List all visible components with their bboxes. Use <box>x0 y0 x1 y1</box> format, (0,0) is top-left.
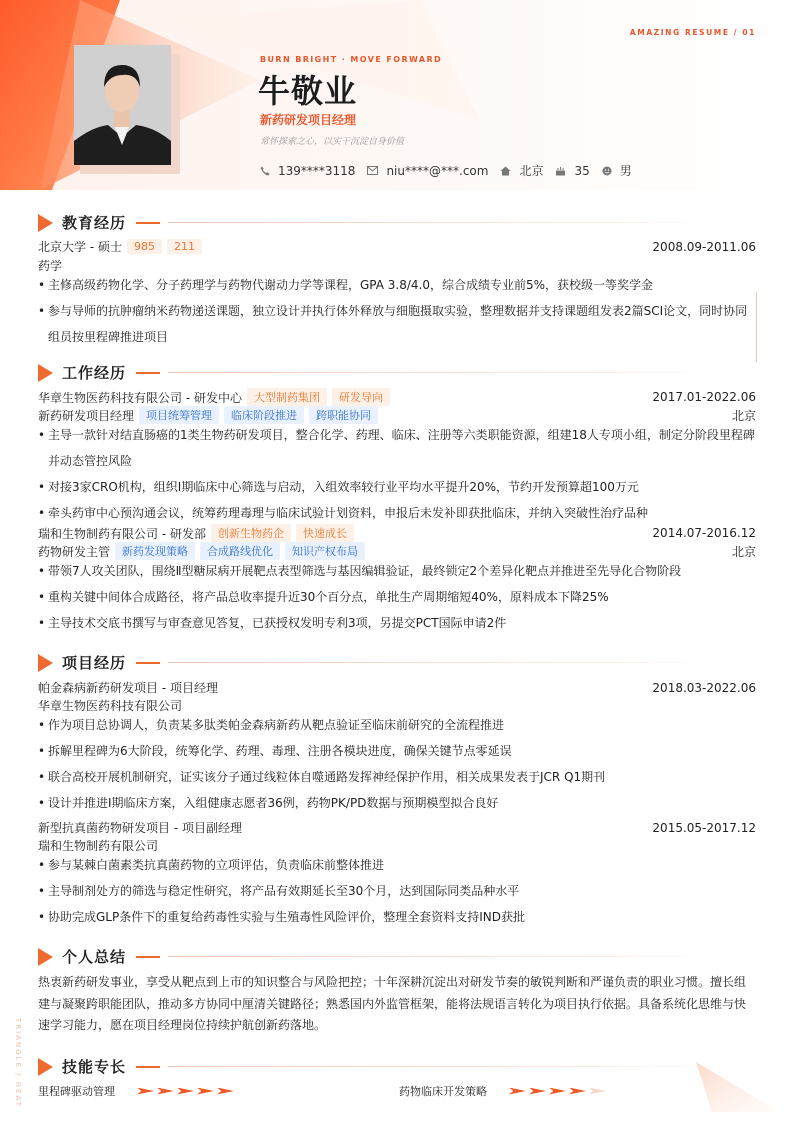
motto: BURN BRIGHT · MOVE FORWARD <box>260 55 443 64</box>
role-name: 药物研发主管 <box>38 544 111 559</box>
contact-gender <box>602 162 632 179</box>
work-dates: 2014.07-2016.12 <box>652 526 756 540</box>
gender: 男 <box>619 164 632 178</box>
contact-age <box>555 164 589 178</box>
skill-arrow-filled <box>157 1088 174 1095</box>
work-city: 北京 <box>731 544 756 559</box>
summary-text: 热衷新药研发事业，享受从靶点到上市的知识整合与风险把控；十年深耕沉淀出对研发节奏的敏锐判断和严谨负责的职业习惯。擅长组建与凝聚跨职能团队，推动多方协同中厘清关键路径；熟悉国内外监管框架，能将法规语言转化为项目执行依据。具备系统化思维与快速学习能力，愿在项目经理岗位持续护航创新药落地。 <box>38 975 747 1032</box>
section-heading: 个人总结 <box>62 948 127 966</box>
list-item: • 对接3家CRO机构，组织Ⅰ期临床中心筛选与启动，入组效率较行业平均水平提升20%，节约开发预算超100万元 <box>38 474 758 500</box>
section-education-title <box>38 212 718 233</box>
work-bullets <box>38 558 758 636</box>
role-tag: 新药发现策略 <box>115 542 195 560</box>
company-tag: 创新生物药企 <box>211 524 291 542</box>
list-item: • 主修高级药物化学、分子药理学与药物代谢动力学等课程，GPA 3.8/4.0，综合成绩专业前5%，获校级一等奖学金 <box>38 272 758 298</box>
skill-item <box>399 1083 609 1099</box>
list-item: • 拆解里程碑为6大阶段，统筹化学、药理、毒理、注册各模块进度，确保关键节点零延误 <box>38 738 758 764</box>
section-dash <box>136 1066 160 1068</box>
project-dates: 2015.05-2017.12 <box>652 820 756 835</box>
company-tag: 大型制药集团 <box>247 388 327 406</box>
candidate-name: 牛敬业 <box>258 72 358 110</box>
project-title: 新型抗真菌药物研发项目 - 项目副经理 <box>38 821 242 835</box>
avatar <box>74 45 171 165</box>
education-dates: 2008.09-2011.06 <box>652 239 756 254</box>
list-item: • 参与某棘白菌素类抗真菌药物的立项评估，负责临床前整体推进 <box>38 852 758 878</box>
education-major: 药学 <box>38 259 63 273</box>
project-bullets <box>38 852 758 930</box>
role-tag: 合成路线优化 <box>200 542 280 560</box>
age: 35 <box>574 163 590 178</box>
section-heading: 项目经历 <box>62 654 127 672</box>
phone-icon <box>260 166 270 176</box>
email-address: niu****@***.com <box>386 163 489 178</box>
role-name: 新药研发项目经理 <box>38 408 135 423</box>
project-title: 帕金森病新药研发项目 - 项目经理 <box>38 681 218 695</box>
skill-name: 药物临床开发策略 <box>399 1085 487 1098</box>
project-title-row <box>38 679 756 696</box>
section-rule <box>168 372 718 373</box>
cake-icon <box>555 166 566 176</box>
section-dash <box>136 662 160 664</box>
list-item: • 作为项目总协调人，负责某多肽类帕金森病新药从靶点验证至临床前研究的全流程推进 <box>38 712 758 738</box>
section-marker-icon <box>38 1058 53 1076</box>
skill-arrow-filled <box>549 1088 566 1095</box>
section-marker-icon <box>38 214 53 232</box>
section-skills-title <box>38 1056 718 1077</box>
section-marker-icon <box>38 654 53 672</box>
list-item: • 主导技术交底书撰写与审查意见答复，已获授权发明专利3项，另提交PCT国际申请2件 <box>38 610 758 636</box>
skill-item <box>38 1083 237 1099</box>
education-row <box>38 238 756 255</box>
section-rule <box>168 956 718 957</box>
company-tag: 快速成长 <box>296 524 354 542</box>
skill-arrow-filled <box>177 1088 194 1095</box>
company-name: 华章生物医药科技有限公司 - 研发中心 <box>38 390 242 405</box>
skill-arrow-empty <box>589 1088 606 1095</box>
side-watermark: TRIANGLE / HEAT <box>14 1018 22 1108</box>
skill-arrow-filled <box>217 1088 234 1095</box>
skill-arrow-filled <box>137 1088 154 1095</box>
contact-phone <box>260 164 355 178</box>
school-degree: 北京大学 - 硕士 <box>38 240 122 254</box>
skill-level <box>509 1088 609 1095</box>
work-bullets <box>38 422 758 526</box>
section-heading: 工作经历 <box>62 364 127 382</box>
mail-icon <box>367 166 378 175</box>
contact-city <box>500 162 543 179</box>
section-work-title <box>38 362 718 383</box>
company-tag: 研发导向 <box>332 388 390 406</box>
skill-level <box>137 1088 237 1095</box>
section-rule <box>168 222 718 223</box>
section-dash <box>136 372 160 374</box>
work-dates: 2017.01-2022.06 <box>652 390 756 404</box>
section-projects-title <box>38 652 718 673</box>
school-tag: 211 <box>167 239 202 254</box>
section-marker-icon <box>38 948 53 966</box>
section-rule <box>168 1066 718 1067</box>
section-heading: 技能专长 <box>62 1058 127 1076</box>
home-icon <box>500 166 511 176</box>
role-tag: 知识产权布局 <box>285 542 365 560</box>
role-tag: 跨职能协同 <box>309 406 378 424</box>
list-item: • 设计并推进Ⅰ期临床方案，入组健康志愿者36例，药物PK/PD数据与预期模型拟合良好 <box>38 790 758 816</box>
avatar-frame <box>74 45 180 174</box>
skill-arrow-filled <box>197 1088 214 1095</box>
section-heading: 教育经历 <box>62 214 127 232</box>
job-title: 新药研发项目经理 <box>260 113 357 127</box>
slogan: 常怀探索之心，以实干沉淀自身价值 <box>260 137 405 147</box>
list-item: • 协助完成GLP条件下的重复给药毒性实验与生殖毒性风险评价，整理全套资料支持IND获批 <box>38 904 758 930</box>
list-item: • 牵头药审中心预沟通会议，统筹药理毒理与临床试验计划资料，申报后未发补即获批临床，并纳入突破性治疗品种 <box>38 500 758 526</box>
project-bullets <box>38 712 758 816</box>
skill-name: 里程碑驱动管理 <box>38 1085 115 1098</box>
section-marker-icon <box>38 364 53 382</box>
city: 北京 <box>519 164 544 178</box>
skill-arrow-filled <box>569 1088 586 1095</box>
list-item: • 重构关键中间体合成路径，将产品总收率提升近30个百分点，单批生产周期缩短40%，原料成本下降25% <box>38 584 758 610</box>
project-org: 瑞和生物制药有限公司 <box>38 839 159 853</box>
project-dates: 2018.03-2022.06 <box>652 680 756 695</box>
contact-bar <box>260 162 644 179</box>
work-city: 北京 <box>731 408 756 423</box>
role-tag: 项目统筹管理 <box>139 406 219 424</box>
skill-arrow-filled <box>529 1088 546 1095</box>
list-item: • 参与导师的抗肿瘤纳米药物递送课题，独立设计并执行体外释放与细胞摄取实验，整理数据并支持课题组发表2篇SCI论文，同时协同组员按里程碑推进项目 <box>38 298 758 350</box>
section-dash <box>136 222 160 224</box>
skill-arrow-filled <box>509 1088 526 1095</box>
work-company-row <box>38 388 756 406</box>
role-tag: 临床阶段推进 <box>224 406 304 424</box>
project-title-row <box>38 819 756 836</box>
section-summary-title <box>38 946 718 967</box>
project-org: 华章生物医药科技有限公司 <box>38 699 183 713</box>
section-dash <box>136 956 160 958</box>
list-item: • 联合高校开展机制研究，证实该分子通过线粒体自噬通路发挥神经保护作用，相关成果发表于JCR Q1期刊 <box>38 764 758 790</box>
company-name: 瑞和生物制药有限公司 - 研发部 <box>38 526 206 541</box>
smile-icon <box>602 166 612 176</box>
contact-email <box>367 164 488 178</box>
list-item: • 带领7人攻关团队，围绕Ⅱ型糖尿病开展靶点表型筛选与基因编辑验证，最终锁定2个差异化靶点并推进至先导化合物阶段 <box>38 558 758 584</box>
page-tag: AMAZING RESUME / 01 <box>629 28 756 37</box>
school-tag: 985 <box>127 239 162 254</box>
phone-number: 139****3118 <box>278 163 356 178</box>
section-rule <box>168 662 718 663</box>
work-company-row <box>38 524 756 542</box>
decorative-bar <box>756 292 757 362</box>
list-item: • 主导制剂处方的筛选与稳定性研究，将产品有效期延长至30个月，达到国际同类品种水平 <box>38 878 758 904</box>
list-item: • 主导一款针对结直肠癌的1类生物药研发项目，整合化学、药理、临床、注册等六类职能资源，组建18人专项小组，制定分阶段里程碑并动态管控风险 <box>38 422 758 474</box>
education-bullets <box>38 272 758 350</box>
